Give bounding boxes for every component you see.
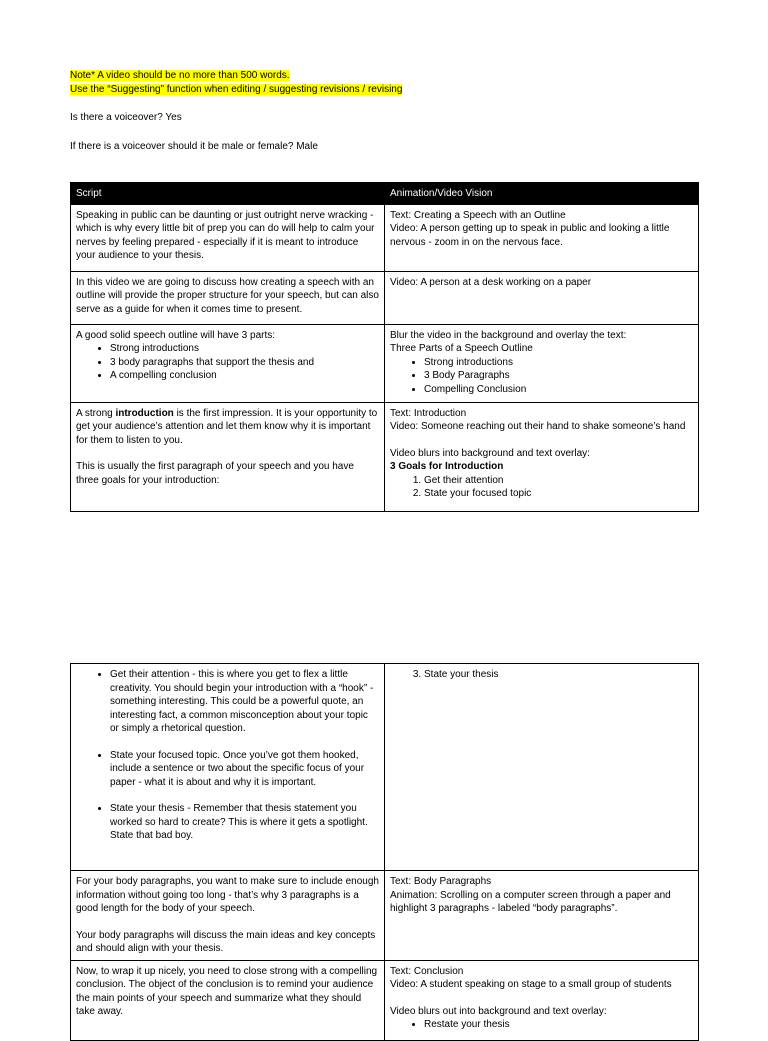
list-item: • Compelling Conclusion — [424, 383, 693, 397]
script-cell: Speaking in public can be daunting or just outright nerve wracking - which is why every little bit of prep you can do will help to calm your nerves by feeling prepared - especially if it is meant to introduce your audience to your thesis. — [71, 204, 385, 271]
vision-cell: Text: Body Paragraphs Animation: Scrolling on a computer screen through a paper and highlight 3 paragraphs - labeled “body paragraphs”. — [385, 871, 699, 961]
list-item: 1. Get their attention — [424, 474, 693, 488]
script-cell: Now, to wrap it up nicely, you need to close strong with a compelling conclusion. The object of the conclusion is to remind your audience the main points of your speech and summarize what they should take away. — [71, 960, 385, 1040]
voiceover-question: Is there a voiceover? Yes — [70, 112, 182, 123]
note-suggesting: Use the “Suggesting” function when editing / suggesting revisions / revising — [70, 83, 403, 95]
table-row — [71, 271, 699, 324]
table-row — [71, 960, 699, 1040]
vision-cell: Video: A person at a desk working on a paper — [385, 271, 699, 324]
script-table-page1 — [70, 182, 699, 512]
list-item: • 3 body paragraphs that support the thesis and — [110, 356, 379, 370]
list-item: • Strong introductions — [110, 342, 379, 356]
list-item: • 3 Body Paragraphs — [424, 369, 693, 383]
list-item: 2. State your focused topic — [424, 487, 693, 501]
script-cell: In this video we are going to discuss how creating a speech with an outline will provide the proper structure for your speech, but can also serve as a guide for when it comes time to present. — [71, 271, 385, 324]
table-row — [71, 402, 699, 511]
list-item: • Strong introductions — [424, 356, 693, 370]
bold-introduction: introduction — [115, 407, 174, 419]
script-cell: For your body paragraphs, you want to make sure to include enough information without going too long - that’s why 3 paragraphs is a good length for the body of your speech. Your body paragraphs will discuss the main ideas and key concepts and should align with your thesis. — [71, 871, 385, 961]
voiceover-gender-question: If there is a voiceover should it be male or female? Male — [70, 141, 318, 152]
list-item: • State your focused topic. Once you’ve got them hooked, include a sentence or two about the specific focus of your paper - what it is about and why it is important. — [110, 749, 379, 790]
table-row — [71, 204, 699, 271]
vision-cell: Blur the video in the background and overlay the text: Three Parts of a Speech Outline • Strong introductions • 3 Body Paragraphs • Compelling Conclusion — [385, 324, 699, 402]
script-table-page2 — [70, 663, 699, 1041]
table-row — [71, 871, 699, 961]
note-block — [70, 69, 402, 96]
list-item: • Get their attention - this is where you get to flex a little creativity. You should begin your introduction with a “hook” - something interesting. This could be a powerful quote, an interesting fact, a common misconception about your topic or simply a rhetorical question. — [110, 668, 379, 736]
note-word-limit: Note* A video should be no more than 500 words. — [70, 70, 290, 81]
table-header-row — [71, 183, 699, 205]
header-script: Script — [71, 183, 385, 205]
goals-heading: 3 Goals for Introduction — [390, 461, 504, 472]
script-cell — [71, 664, 385, 871]
vision-cell: Text: Conclusion Video: A student speaking on stage to a small group of students Video blurs out into background and text overlay: • Restate your thesis — [385, 960, 699, 1040]
list-item: • State your thesis - Remember that thesis statement you worked so hard to create? This is where it gets a spotlight. State that bad boy. — [110, 802, 379, 843]
vision-cell: Text: Introduction Video: Someone reaching out their hand to shake someone’s hand Video blurs into background and text overlay: 3 Goals for Introduction 1. Get their attention 2. State your focused topic — [385, 402, 699, 511]
vision-cell — [385, 664, 699, 871]
list-item: 3. State your thesis — [424, 668, 693, 682]
list-item: • Restate your thesis — [424, 1018, 693, 1032]
table-row — [71, 664, 699, 871]
table-row — [71, 324, 699, 402]
header-vision: Animation/Video Vision — [385, 183, 699, 205]
vision-cell: Text: Creating a Speech with an Outline Video: A person getting up to speak in public and looking a little nervous - zoom in on the nervous face. — [385, 204, 699, 271]
list-item: • A compelling conclusion — [110, 369, 379, 383]
script-cell: A good solid speech outline will have 3 parts: • Strong introductions • 3 body paragraphs that support the thesis and • A compelling conclusion — [71, 324, 385, 402]
script-cell: A strong introduction is the first impression. It is your opportunity to get your audience’s attention and let them know why it is important for them to listen to you. This is usually the first paragraph of your speech and you have three goals for your introduction: — [71, 402, 385, 511]
